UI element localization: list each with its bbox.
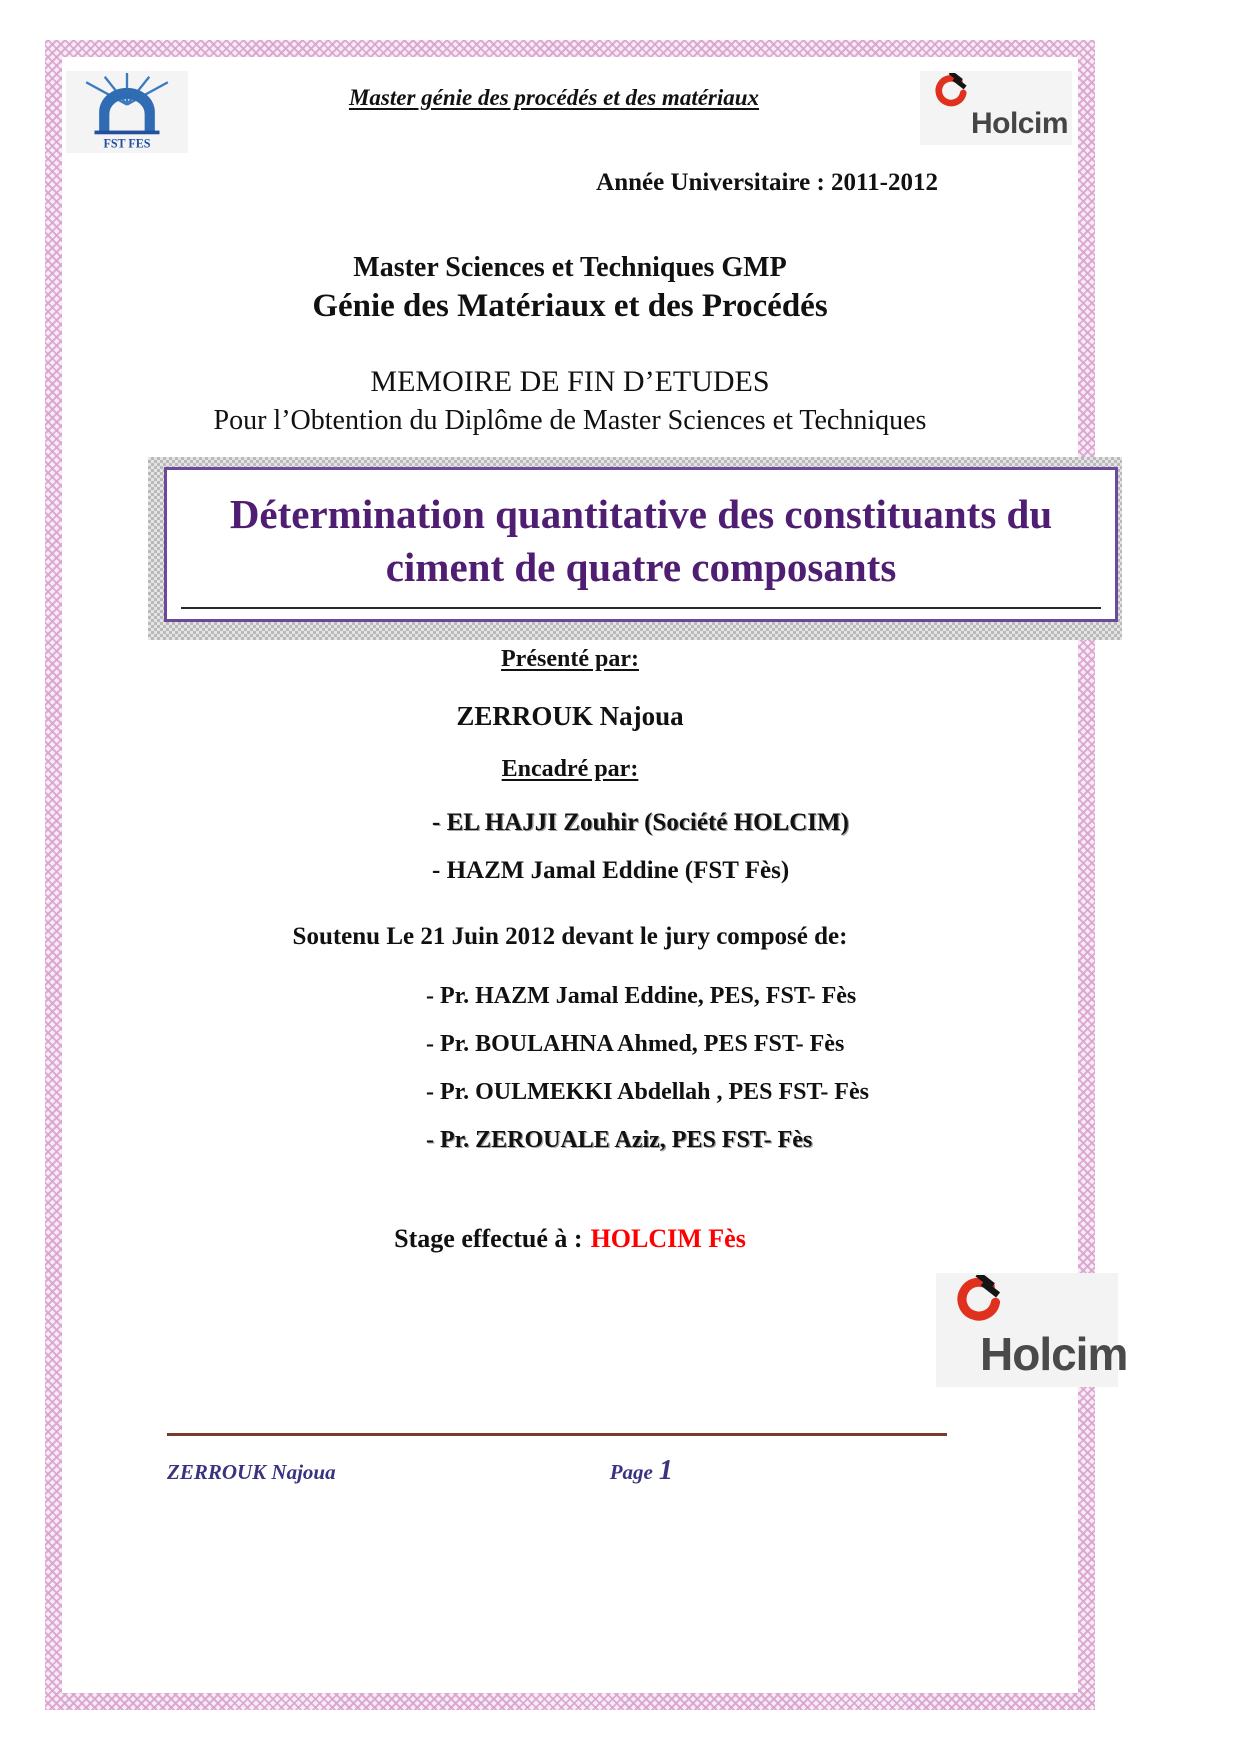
- internship-label: Stage effectué à :: [394, 1223, 583, 1253]
- supervisor-item: - EL HAJJI Zouhir (Société HOLCIM): [432, 808, 849, 836]
- degree-line-1: Master Sciences et Techniques GMP: [353, 252, 787, 283]
- footer-page: [336, 1455, 947, 1487]
- footer-rule: [167, 1433, 947, 1441]
- jury-list: [426, 983, 1078, 1154]
- fst-logo: [66, 71, 188, 153]
- fst-logo-label: FST FES: [103, 136, 151, 151]
- memoire-heading: MEMOIRE DE FIN D’ETUDES: [370, 365, 770, 398]
- course-title: Master génie des procédés et des matériaux: [348, 85, 760, 110]
- jury-member: - Pr. HAZM Jamal Eddine, PES, FST- Fès: [426, 982, 857, 1009]
- header: [62, 57, 1078, 153]
- decorative-page-frame: [45, 40, 1128, 1710]
- jury-member: - Pr. OULMEKKI Abdellah , PES FST- Fès: [426, 1078, 869, 1105]
- footer-page-number: 1: [658, 1455, 673, 1486]
- supervised-by-label: Encadré par:: [501, 755, 639, 782]
- supervisor-item: - HAZM Jamal Eddine (FST Fès): [432, 856, 790, 884]
- page-content: [62, 57, 1128, 1693]
- thesis-title-box: [164, 467, 1118, 622]
- holcim-logo-bottom: [936, 1273, 1128, 1387]
- footer-author: ZERROUK Najoua: [167, 1460, 336, 1484]
- jury-member: - Pr. BOULAHNA Ahmed, PES FST- Fès: [426, 1030, 845, 1057]
- degree-block: [62, 252, 1078, 325]
- memoire-purpose: Pour l’Obtention du Diplôme de Master Sciences et Techniques: [213, 405, 927, 436]
- internship-location: HOLCIM Fès: [590, 1223, 746, 1253]
- holcim-wordmark: Holcim: [980, 1328, 1128, 1380]
- internship-line: [62, 1224, 1078, 1254]
- fst-logo-icon: [71, 73, 183, 151]
- jury-member: - Pr. ZEROUALE Aziz, PES FST- Fès: [426, 1126, 813, 1153]
- thesis-title-region: [164, 467, 1118, 622]
- author-name: ZERROUK Najoua: [456, 700, 684, 731]
- degree-line-2: Génie des Matériaux et des Procédés: [312, 288, 828, 324]
- presented-by-label: Présenté par:: [501, 645, 639, 672]
- holcim-icon: [930, 73, 968, 111]
- title-box-underline: [181, 607, 1101, 609]
- page-footer: [167, 1433, 947, 1487]
- academic-year: Année Universitaire : 2011-2012: [596, 169, 938, 196]
- holcim-logo-top: [920, 71, 1072, 145]
- footer-page-label: Page: [609, 1460, 653, 1484]
- thesis-title: Détermination quantitative des constituants du ciment de quatre composants: [229, 491, 1053, 591]
- supervisor-list: [432, 809, 1078, 885]
- jury-intro: Soutenu Le 21 Juin 2012 devant le jury composé de:: [292, 922, 848, 950]
- holcim-wordmark: Holcim: [970, 107, 1068, 140]
- holcim-icon: [950, 1275, 1002, 1327]
- footer-row: [167, 1455, 947, 1487]
